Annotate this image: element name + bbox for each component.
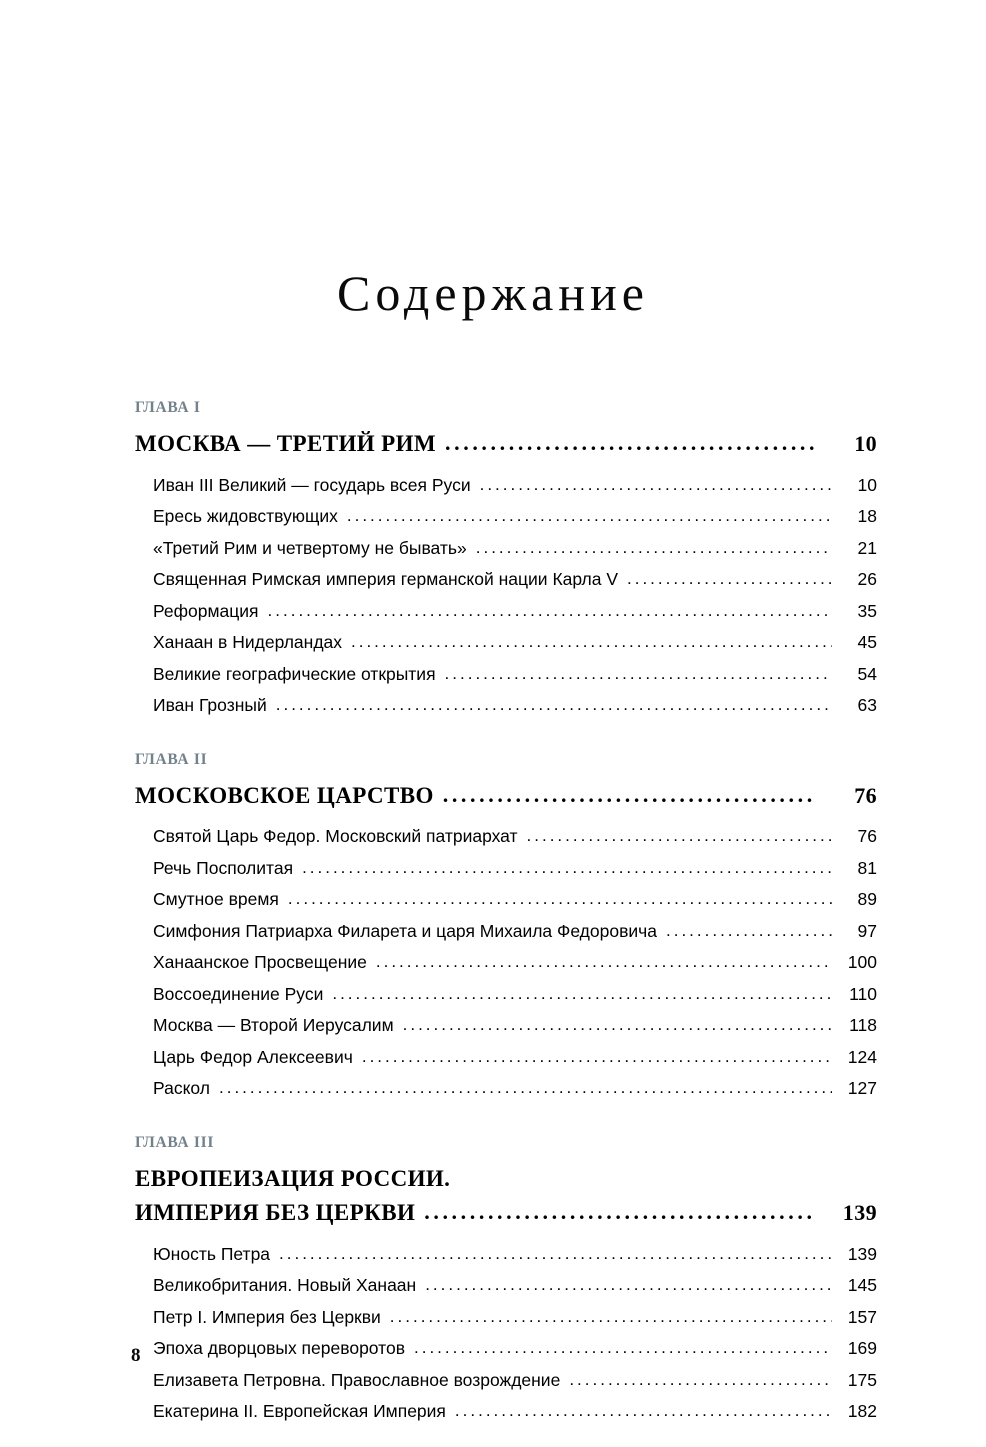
dot-leader [332, 985, 832, 1002]
chapter-label: ГЛАВА II [135, 750, 208, 768]
dot-leader [445, 427, 816, 458]
chapter-title: ИМПЕРИЯ БЕЗ ЦЕРКВИ [135, 1200, 416, 1226]
chapter-title-row[interactable] [135, 1163, 877, 1196]
entry-page-number: 100 [847, 952, 877, 973]
toc-entry[interactable] [153, 1239, 877, 1271]
chapter-entry-list [135, 821, 877, 1105]
toc-entry[interactable] [153, 1042, 877, 1074]
entry-page-number: 169 [847, 1338, 877, 1359]
dot-leader [569, 1371, 832, 1388]
entry-page-number: 127 [847, 1078, 877, 1099]
chapter-page-number: 10 [854, 430, 877, 456]
dot-leader [376, 953, 832, 970]
entry-title: Елизавета Петровна. Православное возрождение [153, 1369, 561, 1390]
chapter-entry-list [135, 1239, 877, 1428]
chapter-title: МОСКОВСКОЕ ЦАРСТВО [135, 782, 434, 808]
entry-page-number: 139 [847, 1243, 877, 1264]
dot-leader [288, 890, 832, 907]
chapter-page-number: 139 [842, 1200, 877, 1226]
toc-entry[interactable] [153, 596, 877, 628]
toc-entry[interactable] [153, 564, 877, 596]
entry-title: Священная Римская империя германской нации Карла V [153, 569, 618, 590]
entry-page-number: 63 [857, 695, 877, 716]
entry-title: Юность Петра [153, 1243, 271, 1264]
chapter-section [135, 1133, 877, 1428]
toc-entry[interactable] [153, 501, 877, 533]
dot-leader [627, 570, 832, 587]
dot-leader [424, 1196, 816, 1227]
toc-entry[interactable] [153, 1365, 877, 1397]
entry-page-number: 118 [849, 1015, 877, 1036]
toc-entry[interactable] [153, 947, 877, 979]
entry-page-number: 35 [857, 600, 877, 621]
dot-leader [390, 1308, 832, 1325]
entry-page-number: 110 [849, 983, 877, 1004]
entry-page-number: 54 [857, 663, 877, 684]
entry-title: Иван Грозный [153, 695, 267, 716]
toc-list [135, 398, 877, 1428]
dot-leader [445, 665, 832, 682]
entry-page-number: 124 [847, 1046, 877, 1067]
dot-leader [268, 602, 832, 619]
entry-title: Речь Посполитая [153, 857, 294, 878]
dot-leader [527, 827, 832, 844]
chapter-page-number: 76 [854, 782, 877, 808]
dot-leader [666, 922, 832, 939]
toc-entry[interactable] [153, 1396, 877, 1428]
chapter-title: ЕВРОПЕИЗАЦИЯ РОССИИ. [135, 1165, 451, 1191]
entry-page-number: 157 [847, 1306, 877, 1327]
entry-page-number: 97 [857, 920, 877, 941]
page-number: 8 [131, 1345, 141, 1366]
entry-title: Царь Федор Алексеевич [153, 1046, 353, 1067]
entry-page-number: 81 [857, 857, 877, 878]
toc-entry[interactable] [153, 884, 877, 916]
dot-leader [279, 1245, 832, 1262]
entry-page-number: 182 [847, 1401, 877, 1422]
entry-title: Екатерина II. Европейская Империя [153, 1401, 446, 1422]
entry-page-number: 45 [857, 632, 877, 653]
dot-leader [403, 1016, 832, 1033]
chapter-section [135, 750, 877, 1105]
entry-title: Ханаанское Просвещение [153, 952, 367, 973]
entry-page-number: 26 [857, 569, 877, 590]
chapter-section [135, 398, 877, 722]
dot-leader [425, 1276, 832, 1293]
dot-leader [362, 1048, 832, 1065]
dot-leader [219, 1079, 832, 1096]
entry-page-number: 21 [857, 537, 877, 558]
entry-title: «Третий Рим и четвертому не бывать» [153, 537, 467, 558]
chapter-title-row[interactable] [135, 428, 877, 461]
page-title: Содержание [337, 265, 649, 321]
toc-entry[interactable] [153, 853, 877, 885]
dot-leader [414, 1339, 832, 1356]
entry-page-number: 89 [857, 889, 877, 910]
entry-page-number: 145 [847, 1275, 877, 1296]
entry-page-number: 175 [847, 1369, 877, 1390]
toc-entry[interactable] [153, 1073, 877, 1105]
entry-page-number: 10 [857, 474, 877, 495]
entry-title: Эпоха дворцовых переворотов [153, 1338, 405, 1359]
chapter-entry-list [135, 470, 877, 722]
dot-leader [276, 696, 832, 713]
entry-title: Иван III Великий — государь всея Руси [153, 474, 471, 495]
entry-title: Великобритания. Новый Ханаан [153, 1275, 417, 1296]
chapter-label: ГЛАВА I [135, 399, 201, 416]
entry-page-number: 76 [857, 826, 877, 847]
entry-title: Реформация [153, 600, 259, 621]
entry-title: Симфония Патриарха Филарета и царя Михаила Федоровича [153, 920, 658, 941]
entry-page-number: 18 [857, 506, 877, 527]
toc-entry[interactable] [153, 533, 877, 565]
entry-title: Смутное время [153, 889, 279, 910]
toc-entry[interactable] [153, 627, 877, 659]
toc-entry[interactable] [153, 1010, 877, 1042]
chapter-title-row[interactable] [135, 780, 877, 813]
dot-leader [347, 507, 832, 524]
toc-entry[interactable] [153, 979, 877, 1011]
entry-title: Ересь жидовствующих [153, 506, 338, 527]
chapter-label: ГЛАВА III [135, 1133, 215, 1151]
entry-title: Воссоединение Руси [153, 983, 324, 1004]
entry-title: Святой Царь Федор. Московский патриархат [153, 826, 518, 847]
toc-entry[interactable] [153, 659, 877, 691]
entry-title: Ханаан в Нидерландах [153, 632, 343, 653]
toc-entry[interactable] [153, 1333, 877, 1365]
toc-entry[interactable] [153, 821, 877, 853]
chapter-title: МОСКВА — ТРЕТИЙ РИМ [135, 430, 437, 456]
dot-leader [455, 1402, 832, 1419]
toc-entry[interactable] [153, 1302, 877, 1334]
entry-title: Петр I. Империя без Церкви [153, 1306, 381, 1327]
dot-leader [476, 539, 832, 556]
dot-leader [351, 633, 832, 650]
entry-title: Москва — Второй Иерусалим [153, 1015, 394, 1036]
toc-entry[interactable] [153, 1270, 877, 1302]
toc-entry[interactable] [153, 916, 877, 948]
toc-entry[interactable] [153, 470, 877, 502]
dot-leader [443, 779, 816, 810]
dot-leader [302, 859, 832, 876]
dot-leader [480, 476, 832, 493]
chapter-title-row[interactable] [135, 1197, 877, 1230]
entry-title: Раскол [153, 1078, 210, 1099]
toc-entry[interactable] [153, 690, 877, 722]
entry-title: Великие географические открытия [153, 663, 436, 684]
